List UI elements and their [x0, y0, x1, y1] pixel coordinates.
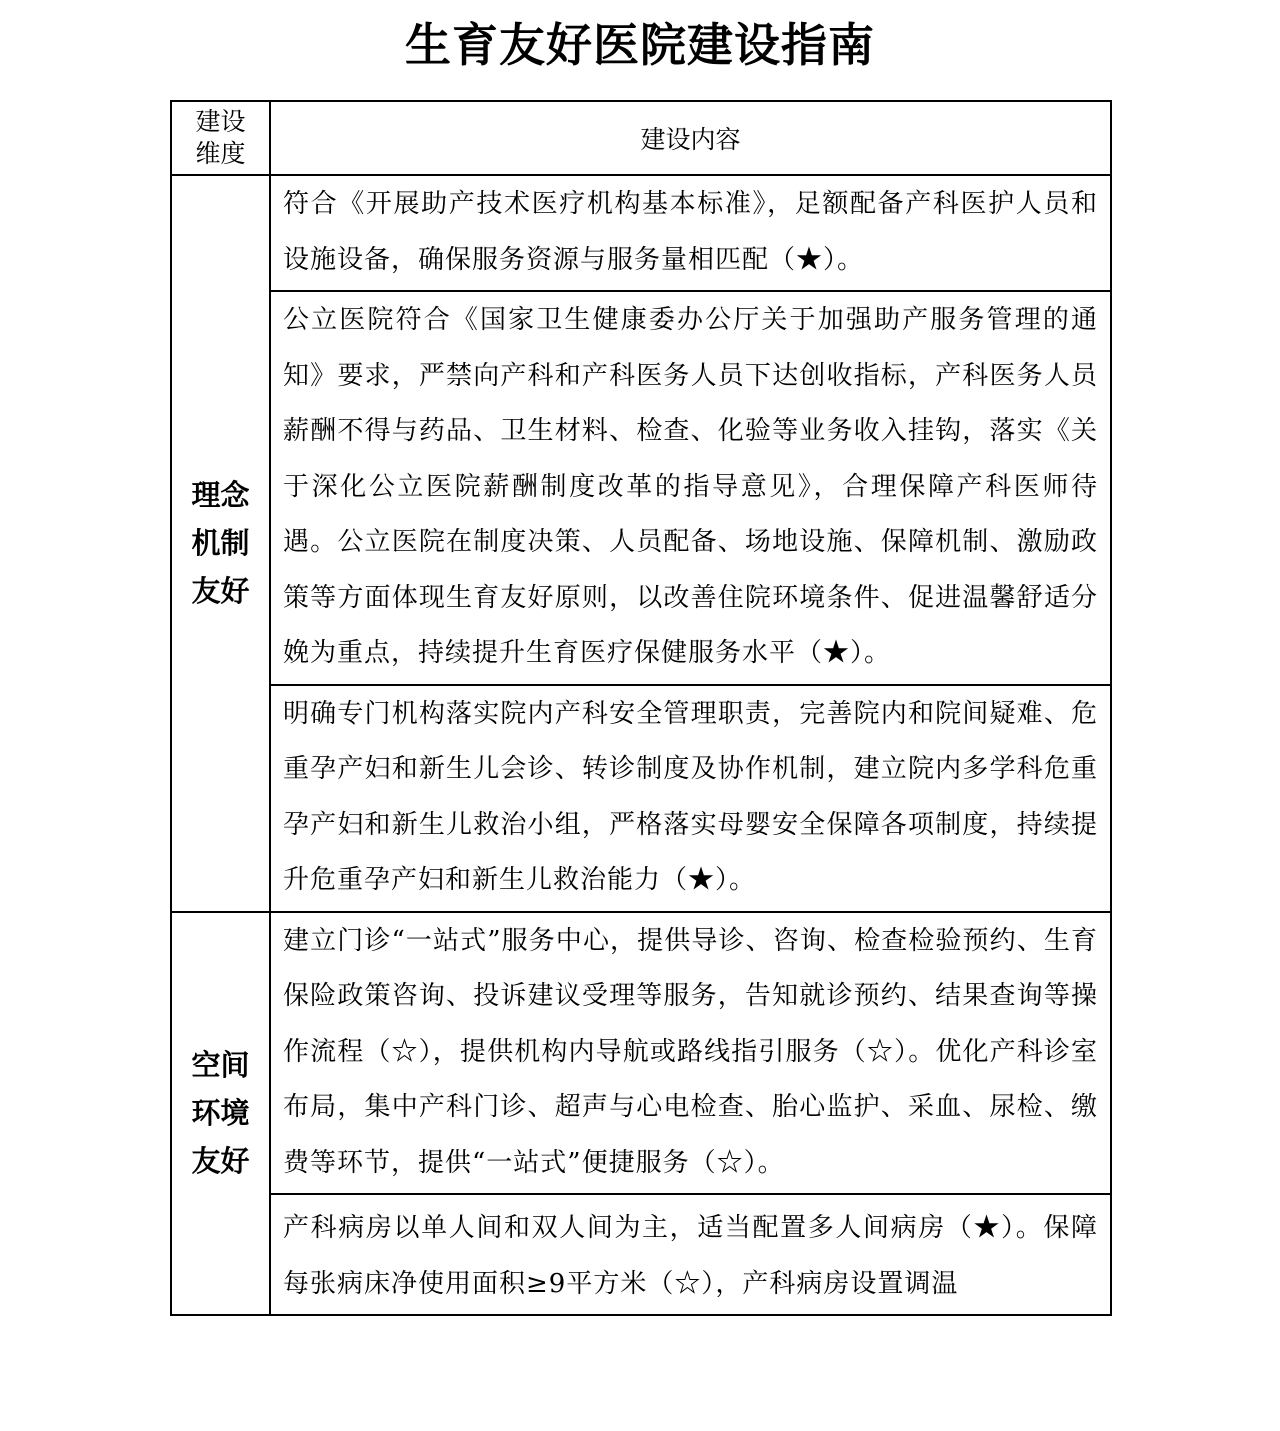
dimension-line: 空间 — [191, 1048, 250, 1083]
content-cell — [270, 685, 1111, 912]
dimension-line: 理念 — [191, 478, 250, 513]
dimension-line: 友好 — [191, 574, 250, 609]
content-cell — [270, 291, 1111, 685]
content-cell — [270, 912, 1111, 1195]
content-cell — [270, 1194, 1111, 1315]
content-text: 公立医院符合《国家卫生健康委办公厅关于加强助产服务管理的通知》要求，严禁向产科和产科医务人员下达创收指标，产科医务人员薪酬不得与药品、卫生材料、检查、化验等业务收入挂钩，落实《关于深化公立医院薪酬制度改革的指导意见》，合理保障产科医师待遇。公立医院在制度决策、人员配备、场地设施、保障机制、激励政策等方面体现生育友好原则，以改善住院环境条件、促进温馨舒适分娩为重点，持续提升生育医疗保健服务水平（★）。 — [283, 305, 1098, 668]
table-row — [171, 175, 1111, 291]
table-header-row — [171, 101, 1111, 175]
table-row — [171, 685, 1111, 912]
header-content: 建设内容 — [270, 101, 1111, 175]
table-row — [171, 291, 1111, 685]
header-dimension-line: 建设 — [195, 107, 246, 136]
dimension-line: 机制 — [191, 526, 250, 561]
table-row — [171, 912, 1111, 1195]
content-text: 明确专门机构落实院内产科安全管理职责，完善院内和院间疑难、危重孕产妇和新生儿会诊、转诊制度及协作机制，建立院内多学科危重孕产妇和新生儿救治小组，严格落实母婴安全保障各项制度，持续提升危重孕产妇和新生儿救治能力（★）。 — [283, 698, 1098, 895]
header-dimension-line: 维度 — [195, 139, 246, 168]
dimension-cell-space — [171, 912, 270, 1316]
content-text: 符合《开展助产技术医疗机构基本标准》，足额配备产科医护人员和设施设备，确保服务资源与服务量相匹配（★）。 — [283, 189, 1098, 275]
dimension-line: 环境 — [191, 1096, 250, 1131]
guide-table — [170, 100, 1112, 1316]
content-cell — [270, 175, 1111, 291]
dimension-line: 友好 — [191, 1144, 250, 1179]
content-text: 产科病房以单人间和双人间为主，适当配置多人间病房（★）。保障每张病床净使用面积≥9平方米（☆），产科病房设置调温 — [283, 1213, 1098, 1299]
content-text: 建立门诊“一站式”服务中心，提供导诊、咨询、检查检验预约、生育保险政策咨询、投诉建议受理等服务，告知就诊预约、结果查询等操作流程（☆），提供机构内导航或路线指引服务（☆）。优化产科诊室布局，集中产科门诊、超声与心电检查、胎心监护、采血、尿检、缴费等环节，提供“一站式”便捷服务（☆）。 — [283, 925, 1098, 1178]
header-dimension — [171, 101, 270, 175]
document-title: 生育友好医院建设指南 — [405, 18, 875, 72]
dimension-cell-philosophy — [171, 175, 270, 912]
table-row — [171, 1194, 1111, 1315]
